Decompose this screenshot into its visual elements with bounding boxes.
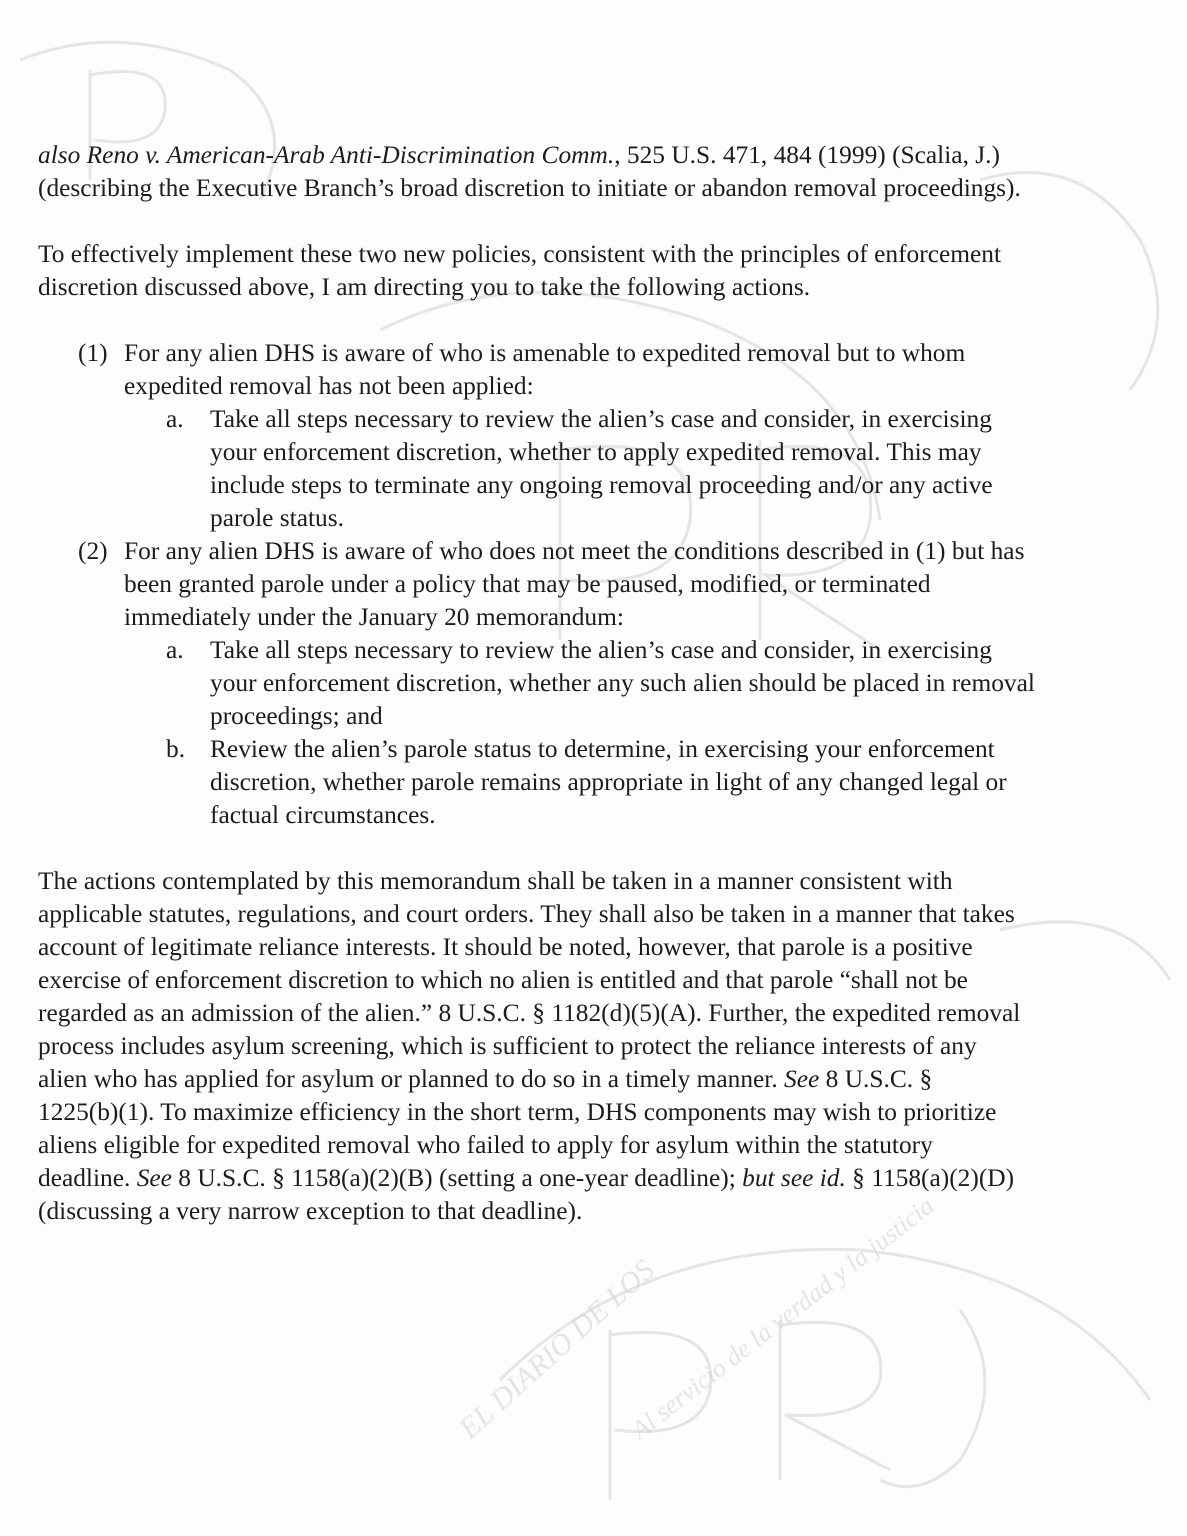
- paragraph-gap: [38, 832, 1158, 865]
- text-segment: regarded as an admission of the alien.” 8 U.S.C. § 1182(d)(5)(A). Further, the expedited removal: [38, 999, 1021, 1027]
- intro-line: [38, 139, 1158, 172]
- paragraph-gap: [38, 304, 1158, 337]
- watermark-letter-p: [610, 1330, 711, 1500]
- action-subitem: [124, 403, 1158, 535]
- action-subitems: [124, 634, 1158, 832]
- subitem-letter: a.: [166, 636, 184, 664]
- action-item: [38, 535, 1158, 832]
- directive-line: To effectively implement these two new policies, consistent with the principles of enforcement: [38, 240, 1002, 268]
- document-body: [38, 139, 1158, 1228]
- closing-paragraph: [38, 865, 1158, 1228]
- text-segment: alien who has applied for asylum or planned to do so in a timely manner.: [38, 1065, 785, 1093]
- closing-line: [38, 931, 1158, 964]
- action-text-line: For any alien DHS is aware of who is amenable to expedited removal but to whom: [124, 339, 966, 367]
- text-segment: (discussing a very narrow exception to that deadline).: [38, 1197, 583, 1225]
- watermark-arc-text: EL DIARIO DE LOS: [452, 1253, 661, 1446]
- subitem-letter: b.: [166, 735, 186, 763]
- closing-line: [38, 865, 1158, 898]
- subitem-text-line: Review the alien’s parole status to determine, in exercising your enforcement: [210, 735, 995, 763]
- watermark-stroke: [500, 1249, 1150, 1400]
- closing-line: [38, 1096, 1158, 1129]
- closing-line: [38, 1129, 1158, 1162]
- intro-paragraph: [38, 139, 1158, 205]
- watermark-slogan: Al servicio de la verdad y la justicia: [625, 1190, 940, 1445]
- action-text-line: been granted parole under a policy that may be paused, modified, or terminated: [124, 570, 931, 598]
- action-subitems: [124, 403, 1158, 535]
- italic-citation: also Reno v. American-Arab Anti-Discrimination Comm.: [38, 141, 615, 169]
- watermark-letter-r: [780, 1320, 890, 1480]
- text-segment: 8 U.S.C. § 1158(a)(2)(B) (setting a one-year deadline);: [171, 1164, 743, 1192]
- action-text-line: immediately under the January 20 memorandum:: [124, 603, 624, 631]
- italic-citation: See: [784, 1065, 820, 1093]
- paragraph-gap: [38, 205, 1158, 238]
- closing-line: [38, 1063, 1158, 1096]
- directive-paragraph: [38, 238, 1158, 304]
- subitem-text-line: your enforcement discretion, whether any such alien should be placed in removal: [210, 669, 1035, 697]
- closing-line: [38, 997, 1158, 1030]
- action-subitem: [124, 733, 1158, 832]
- closing-line: [38, 1162, 1158, 1195]
- action-number: (1): [78, 339, 108, 367]
- subitem-text-line: include steps to terminate any ongoing removal proceeding and/or any active: [210, 471, 993, 499]
- action-item: [38, 337, 1158, 535]
- text-segment: applicable statutes, regulations, and court orders. They shall also be taken in a manner that takes: [38, 900, 1015, 928]
- text-segment: 1225(b)(1). To maximize efficiency in the short term, DHS components may wish to prioritize: [38, 1098, 997, 1126]
- subitem-text-line: Take all steps necessary to review the alien’s case and consider, in exercising: [210, 405, 992, 433]
- text-segment: account of legitimate reliance interests. It should be noted, however, that parole is a positive: [38, 933, 973, 961]
- subitem-text-line: factual circumstances.: [210, 801, 436, 829]
- watermark-letter-j: [880, 1310, 985, 1487]
- text-segment: , 525 U.S. 471, 484 (1999) (Scalia, J.): [614, 141, 1000, 169]
- text-segment: § 1158(a)(2)(D): [845, 1164, 1015, 1192]
- italic-citation: See: [136, 1164, 172, 1192]
- subitem-text-line: Take all steps necessary to review the alien’s case and consider, in exercising: [210, 636, 992, 664]
- action-text-line: For any alien DHS is aware of who does not meet the conditions described in (1) but has: [124, 537, 1025, 565]
- text-segment: 8 U.S.C. §: [819, 1065, 933, 1093]
- closing-line: [38, 964, 1158, 997]
- italic-citation: but see id.: [742, 1164, 846, 1192]
- action-number: (2): [78, 537, 108, 565]
- closing-line: [38, 1030, 1158, 1063]
- text-segment: (describing the Executive Branch’s broad discretion to initiate or abandon removal proceedings).: [38, 174, 1021, 202]
- actions-list: [38, 337, 1158, 832]
- text-segment: exercise of enforcement discretion to which no alien is entitled and that parole “shall not be: [38, 966, 968, 994]
- intro-line: [38, 172, 1158, 205]
- subitem-letter: a.: [166, 405, 184, 433]
- text-segment: The actions contemplated by this memorandum shall be taken in a manner consistent with: [38, 867, 953, 895]
- closing-line: [38, 1195, 1158, 1228]
- text-segment: deadline.: [38, 1164, 137, 1192]
- subitem-text-line: discretion, whether parole remains appropriate in light of any changed legal or: [210, 768, 1007, 796]
- action-text-line: expedited removal has not been applied:: [124, 372, 534, 400]
- text-segment: aliens eligible for expedited removal who failed to apply for asylum within the statutory: [38, 1131, 933, 1159]
- action-subitem: [124, 634, 1158, 733]
- closing-line: [38, 898, 1158, 931]
- subitem-text-line: parole status.: [210, 504, 344, 532]
- subitem-text-line: proceedings; and: [210, 702, 383, 730]
- directive-line: discretion discussed above, I am directing you to take the following actions.: [38, 273, 811, 301]
- subitem-text-line: your enforcement discretion, whether to apply expedited removal. This may: [210, 438, 982, 466]
- text-segment: process includes asylum screening, which is sufficient to protect the reliance interests of any: [38, 1032, 977, 1060]
